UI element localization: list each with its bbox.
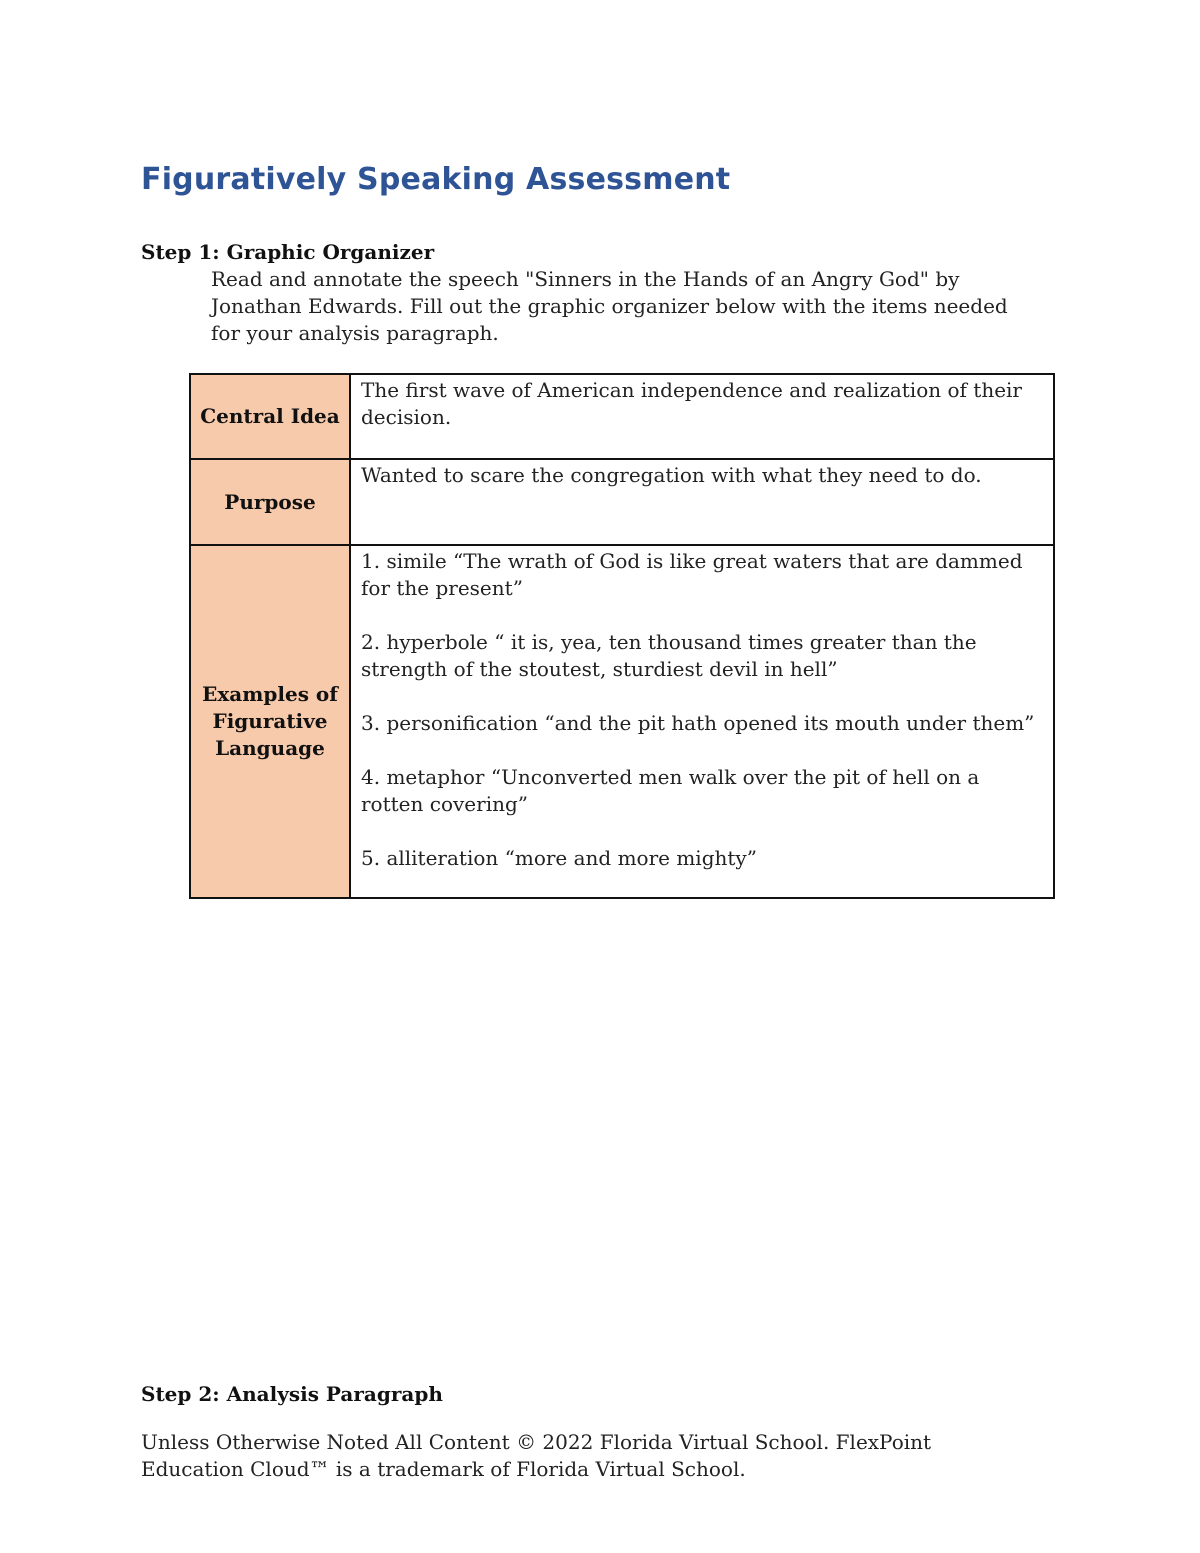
- step-2-heading: Step 2: Analysis Paragraph: [141, 1382, 443, 1406]
- central-idea-value[interactable]: The first wave of American independence and realization of their decision.: [350, 374, 1054, 459]
- figurative-language-row: [190, 545, 1054, 898]
- central-idea-label: Central Idea: [190, 374, 350, 459]
- example-simile: 1. simile “The wrath of God is like great waters that are dammed for the present”: [361, 549, 1023, 600]
- purpose-value[interactable]: Wanted to scare the congregation with what they need to do.: [350, 459, 1054, 545]
- step-1-heading: Step 1: Graphic Organizer: [141, 240, 435, 264]
- example-personification: 3. personification “and the pit hath opened its mouth under them”: [361, 711, 1035, 735]
- purpose-row: [190, 459, 1054, 545]
- example-alliteration: 5. alliteration “more and more mighty”: [361, 846, 757, 870]
- example-metaphor: 4. metaphor “Unconverted men walk over the pit of hell on a rotten covering”: [361, 765, 980, 816]
- graphic-organizer-table: [189, 373, 1055, 899]
- example-hyperbole: 2. hyperbole “ it is, yea, ten thousand times greater than the strength of the stoutest, sturdiest devil in hell”: [361, 630, 977, 681]
- copyright-footer: Unless Otherwise Noted All Content © 2022 Florida Virtual School. FlexPoint Education Cloud™ is a trademark of Florida Virtual School.: [141, 1430, 932, 1481]
- figurative-language-label: Examples of Figurative Language: [190, 545, 350, 898]
- page-title: Figuratively Speaking Assessment: [141, 162, 731, 197]
- step-1-instructions: Read and annotate the speech "Sinners in the Hands of an Angry God" by Jonathan Edwards. Fill out the graphic organizer below with the items needed for your analysis paragraph.: [211, 267, 1008, 345]
- purpose-label: Purpose: [190, 459, 350, 545]
- figurative-language-examples[interactable]: [350, 545, 1054, 898]
- central-idea-row: [190, 374, 1054, 459]
